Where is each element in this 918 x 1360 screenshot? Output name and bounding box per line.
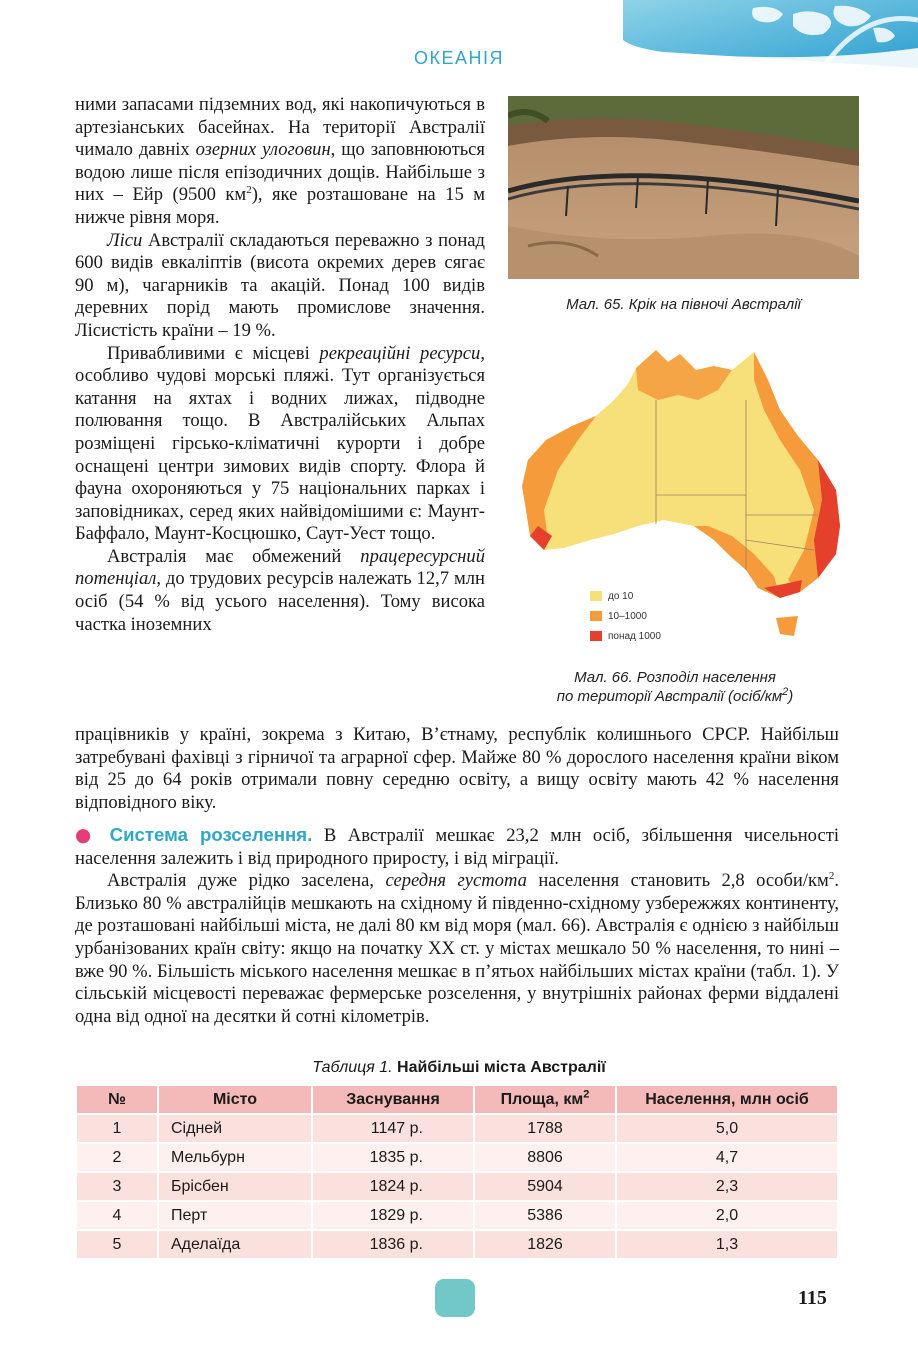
cell-area: 5904 <box>474 1172 616 1201</box>
table-row <box>76 1201 837 1230</box>
cell-area: 8806 <box>474 1143 616 1172</box>
cell-founded: 1836 р. <box>312 1230 474 1258</box>
cell-number: 1 <box>76 1114 158 1143</box>
cell-area: 1788 <box>474 1114 616 1143</box>
creek-photo <box>508 96 859 279</box>
table-row <box>76 1172 837 1201</box>
legend-item: понад 1000 <box>590 626 661 646</box>
table-header-city: Місто <box>158 1086 312 1114</box>
cell-city: Мельбурн <box>158 1143 312 1172</box>
paragraph-forests: Ліси Австралії складаються переважно з понад 600 видів евкаліптів (висота окремих дерев сягає 90 м), чагарників та акацій. Понад 100 видів деревних порід мають промислове значення. Лісистість країни – 19 %. <box>75 229 485 341</box>
paragraph-labor: Австралія має обмежений працересурсний потенціал, до трудових ресурсів належать 12,7 млн осіб (54 % від усього населення). Тому висока частка іноземних <box>75 545 485 635</box>
cell-founded: 1147 р. <box>312 1114 474 1143</box>
paragraph-workers-text: працівників у країні, зокрема з Китаю, В’єтнаму, республік колишнього СРСР. Найбільш затребувані фахівці з гірничої та аграрної сфер. Майже 80 % дорослого населення країни віком від 25 до 64 років отримали повну середню освіту, а вищу освіту мають 42 % населення відповідного віку. <box>75 724 839 813</box>
section-settlement-intro: ● Система розселення. В Австралії мешкає 23,2 млн осіб, збільшення чисельності населення залежить і від природного приросту, і від міграції. <box>75 824 839 869</box>
figure-66-caption <box>500 668 850 706</box>
left-column-text <box>75 94 485 636</box>
table-header-number: № <box>76 1086 158 1114</box>
chapter-title: ОКЕАНІЯ <box>414 48 504 68</box>
table-row <box>76 1143 837 1172</box>
cell-number: 3 <box>76 1172 158 1201</box>
table-header-population: Населення, млн осіб <box>616 1086 837 1114</box>
cell-population: 1,3 <box>616 1230 837 1258</box>
cell-founded: 1829 р. <box>312 1201 474 1230</box>
legend-item: до 10 <box>590 586 661 606</box>
cell-population: 2,3 <box>616 1172 837 1201</box>
table-row <box>76 1230 837 1258</box>
figure-66-caption-line2: по території Австралії $(осіб/км^2)$ <box>556 686 794 705</box>
cell-population: 2,0 <box>616 1201 837 1230</box>
population-density-map <box>518 340 848 660</box>
cities-table <box>75 1086 837 1258</box>
paragraph-workers <box>75 724 839 814</box>
paragraph-recreation: Привабливими є місцеві рекреаційні ресурси, особливо чудові морські пляжі. Тут організується катання на яхтах і водних лижах, підводне полювання тощо. В Австралійських Альпах розміщені гірсько-кліматичні курорти і добре оснащені центри зимових видів спорту. Флора й фауна охороняються у 75 національних парках і заповідниках, серед яких найвідомішими є: Маунт-Баффало, Маунт-Косцюшко, Саут-Уест тощо. <box>75 342 485 545</box>
section-bullet-icon: ● <box>75 825 99 846</box>
table-caption: Таблиця 1. Найбільші міста Австралії <box>312 1059 606 1076</box>
cell-population: 4,7 <box>616 1143 837 1172</box>
table-header-area: Площа, $км^2$ <box>474 1086 616 1114</box>
map-legend <box>590 586 661 646</box>
cell-population: 5,0 <box>616 1114 837 1143</box>
paragraph-density: Австралія дуже рідко заселена, середня густота населення становить 2,8 особи/$км^2$. Близько 80 % австралійців мешкають на східному й південно-східному узбережжях континенту, де розташовані найбільші міста, не далі 80 км від моря (мал. 66). Австралія є однією з найбільш урбанізованих країн світу: якщо на початку XX ст. у містах мешкало 50 % населення, то нині – вже 90 %. Більшість міського населення мешкає в п’ятьох найбільших містах країни (табл. 1). У сільській місцевості переважає фермерське розселення, у внутрішніх районах ферми віддалені одна від одної на десятки й сотні кілометрів. <box>75 870 839 1027</box>
cell-city: Сідней <box>158 1114 312 1143</box>
legend-item: 10–1000 <box>590 606 661 626</box>
figure-65-caption: Мал. 65. Крік на півночі Австралії <box>566 296 801 313</box>
cell-area: 1826 <box>474 1230 616 1258</box>
cell-area: 5386 <box>474 1201 616 1230</box>
figure-66-caption-line1: Мал. 66. Розподіл населення <box>574 669 776 686</box>
paragraph-groundwater: ними запасами підземних вод, які накопичуються в артезіанських басейнах. На території Австралії чимало давніх озерних улоговин, що заповнюються водою лише після епізодичних дощів. Найбільше з них – Ейр (9500 $км^2$), яке розташоване на 15 м нижче рівня моря. <box>75 94 485 228</box>
cell-city: Брісбен <box>158 1172 312 1201</box>
section-title: Система розселення. <box>109 824 313 845</box>
table-header-founded: Заснування <box>312 1086 474 1114</box>
cell-founded: 1835 р. <box>312 1143 474 1172</box>
cell-number: 5 <box>76 1230 158 1258</box>
cell-number: 4 <box>76 1201 158 1230</box>
page-tab-decoration <box>435 1279 475 1317</box>
cell-city: Аделаїда <box>158 1230 312 1258</box>
table-header-row <box>76 1086 837 1114</box>
section-settlement <box>75 824 839 1028</box>
cell-number: 2 <box>76 1143 158 1172</box>
cell-city: Перт <box>158 1201 312 1230</box>
cell-founded: 1824 р. <box>312 1172 474 1201</box>
table-row <box>76 1114 837 1143</box>
page-number: 115 <box>798 1287 827 1309</box>
